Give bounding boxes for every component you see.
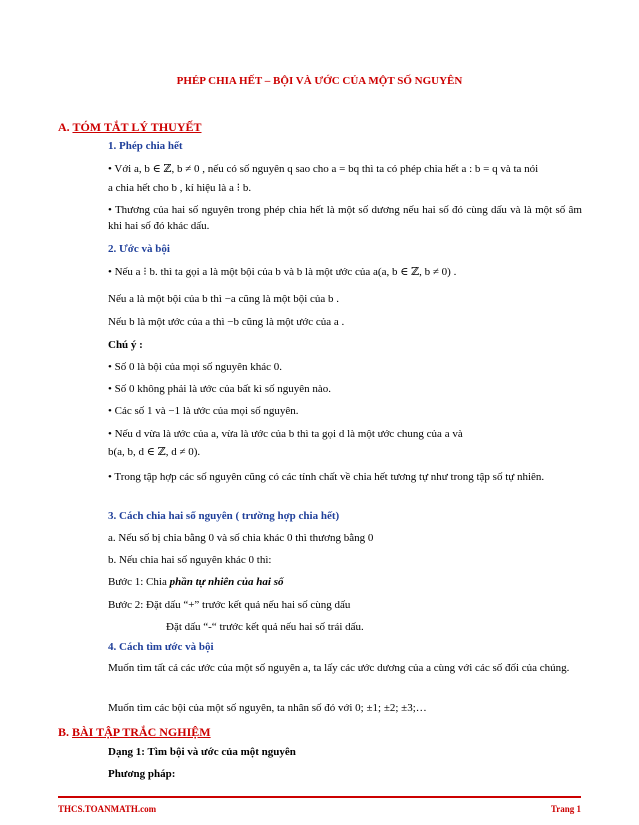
section-b-heading: [58, 725, 211, 740]
section-a-prefix: A.: [58, 120, 73, 134]
note-4-line1: • Nếu d vừa là ước của a, vừa là ước của b thì ta gọi d là một ước chung của a và: [108, 428, 463, 440]
s4-heading: 4. Cách tìm ước và bội: [108, 641, 214, 653]
note-3: • Các số 1 và −1 là ước của mọi số nguyên.: [108, 405, 299, 417]
note-1: • Số 0 là bội của mọi số nguyên khác 0.: [108, 361, 283, 373]
note-heading: Chú ý :: [108, 339, 143, 351]
dang1-heading: Dạng 1: Tìm bội và ước của một nguyên: [108, 746, 296, 758]
s1-p1-line2: a chia hết cho b , kí hiệu là a ⁝ b.: [108, 182, 252, 194]
s3-step1-emphasis: phần tự nhiên của hai số: [169, 576, 284, 588]
note-2: • Số 0 không phải là ước của bất kì số nguyên nào.: [108, 383, 332, 395]
footer-page-number: Trang 1: [550, 804, 581, 814]
section-a-label: TÓM TẮT LÝ THUYẾT: [72, 120, 202, 134]
s4-p2: Muốn tìm các bội của một số nguyên, ta nhân số đó với 0; ±1; ±2; ±3;…: [108, 702, 427, 714]
s3-b: b. Nếu chia hai số nguyên khác 0 thì:: [108, 554, 272, 566]
footer-divider: [58, 796, 581, 798]
s3-heading: 3. Cách chia hai số nguyên ( trường hợp chia hết): [108, 510, 340, 522]
section-a-heading: [58, 120, 202, 135]
s3-a: a. Nếu số bị chia bằng 0 và số chia khác 0 thì thương bằng 0: [108, 532, 374, 544]
method-heading: Phương pháp:: [108, 768, 176, 780]
s3-step2b: Đặt dấu “-“ trước kết quả nếu hai số trái dấu.: [166, 621, 364, 633]
section-b-label: BÀI TẬP TRẮC NGHIỆM: [72, 725, 211, 739]
s1-p2: • Thương của hai số nguyên trong phép chia hết là một số dương nếu hai số đó cùng dấu và là một số âm khi hai số đó khác dấu.: [108, 204, 582, 232]
s3-step1-prefix: Bước 1: Chia: [108, 576, 170, 588]
s4-p1: Muốn tìm tất cả các ước của một số nguyên a, ta lấy các ước dương của a cùng với các số đối của chúng.: [108, 662, 570, 674]
s1-heading: 1. Phép chia hết: [108, 140, 183, 152]
note-5: • Trong tập hợp các số nguyên cũng có các tính chất về chia hết tương tự như trong tập số tự nhiên.: [108, 471, 545, 483]
s2-heading: 2. Ước và bội: [108, 243, 170, 255]
s2-line2: Nếu a là một bội của b thì −a cũng là một bội của b .: [108, 293, 340, 305]
section-b-prefix: B.: [58, 725, 73, 739]
s3-step1: [108, 574, 283, 590]
note-4-line2: b(a, b, d ∈ ℤ, d ≠ 0).: [108, 446, 201, 458]
footer-site-link[interactable]: THCS.TOANMATH.com: [58, 804, 157, 814]
s2-line1: • Nếu a ⁝ b. thì ta gọi a là một bội của b và b là một ước của a(a, b ∈ ℤ, b ≠ 0) .: [108, 266, 457, 278]
s3-step2: Bước 2: Đặt dấu “+” trước kết quả nếu hai số cùng dấu: [108, 599, 351, 611]
s1-p1-line1: • Với a, b ∈ ℤ, b ≠ 0 , nếu có số nguyên q sao cho a = bq thì ta có phép chia hết a : b = q và ta nói: [108, 163, 539, 175]
s2-line3: Nếu b là một ước của a thì −b cũng là một ước của a .: [108, 316, 345, 328]
page-title: PHÉP CHIA HẾT – BỘI VÀ ƯỚC CỦA MỘT SỐ NGUYÊN: [176, 75, 463, 87]
